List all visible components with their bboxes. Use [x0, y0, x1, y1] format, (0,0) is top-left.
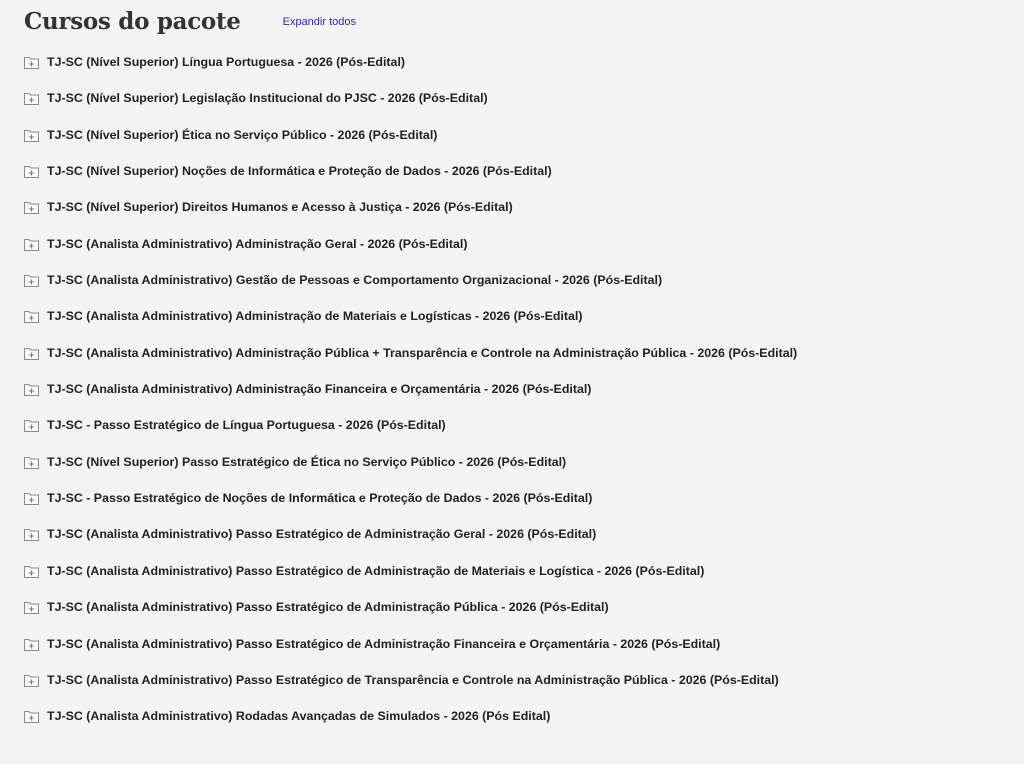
course-item[interactable]: [24, 53, 797, 89]
course-item[interactable]: [24, 416, 797, 452]
page-title: Cursos do pacote: [24, 8, 241, 35]
folder-plus-icon[interactable]: [24, 638, 39, 651]
course-item[interactable]: [24, 525, 797, 561]
course-item[interactable]: [24, 307, 797, 343]
course-item[interactable]: [24, 198, 797, 234]
folder-plus-icon[interactable]: [24, 347, 39, 360]
folder-plus-icon[interactable]: [24, 129, 39, 142]
course-item[interactable]: [24, 344, 797, 380]
folder-plus-icon[interactable]: [24, 238, 39, 251]
folder-plus-icon[interactable]: [24, 674, 39, 687]
expand-all-link[interactable]: Expandir todos: [282, 16, 356, 28]
course-title[interactable]: TJ-SC (Analista Administrativo) Passo Estratégico de Administração de Materiais e Logística - 2026 (Pós-Edital): [47, 563, 705, 578]
folder-plus-icon[interactable]: [24, 383, 39, 396]
folder-plus-icon[interactable]: [24, 710, 39, 723]
course-title[interactable]: TJ-SC (Analista Administrativo) Administração Pública + Transparência e Controle na Administração Pública - 2026 (Pós-Edital): [47, 345, 798, 360]
folder-plus-icon[interactable]: [24, 492, 39, 505]
course-item[interactable]: [24, 671, 797, 707]
course-item[interactable]: [24, 453, 797, 489]
folder-plus-icon[interactable]: [24, 165, 39, 178]
folder-plus-icon[interactable]: [24, 528, 39, 541]
course-title[interactable]: TJ-SC (Analista Administrativo) Passo Estratégico de Administração Geral - 2026 (Pós-Edital): [47, 527, 597, 542]
course-title[interactable]: TJ-SC (Analista Administrativo) Passo Estratégico de Transparência e Controle na Administração Pública - 2026 (Pós-Edital): [47, 672, 779, 687]
folder-plus-icon[interactable]: [24, 456, 39, 469]
course-title[interactable]: TJ-SC (Nível Superior) Língua Portuguesa - 2026 (Pós-Edital): [47, 55, 406, 69]
course-item[interactable]: [24, 271, 797, 307]
course-title[interactable]: TJ-SC - Passo Estratégico de Noções de Informática e Proteção de Dados - 2026 (Pós-Edital): [47, 491, 593, 506]
folder-plus-icon[interactable]: [24, 201, 39, 214]
course-list: [24, 53, 797, 744]
course-item[interactable]: [24, 489, 797, 525]
course-title[interactable]: TJ-SC (Nível Superior) Legislação Institucional do PJSC - 2026 (Pós-Edital): [47, 91, 488, 106]
folder-plus-icon[interactable]: [24, 274, 39, 287]
folder-plus-icon[interactable]: [24, 419, 39, 432]
course-title[interactable]: TJ-SC (Analista Administrativo) Administração Geral - 2026 (Pós-Edital): [47, 236, 468, 251]
course-item[interactable]: [24, 598, 797, 634]
course-title[interactable]: TJ-SC (Analista Administrativo) Passo Estratégico de Administração Pública - 2026 (Pós-Edital): [47, 600, 609, 615]
course-item[interactable]: [24, 635, 797, 671]
course-item[interactable]: [24, 235, 797, 271]
course-item[interactable]: [24, 126, 797, 162]
course-title[interactable]: TJ-SC (Analista Administrativo) Passo Estratégico de Administração Financeira e Orçamentária - 2026 (Pós-Edital): [47, 636, 721, 651]
course-item[interactable]: [24, 380, 797, 416]
folder-plus-icon[interactable]: [24, 92, 39, 105]
page-header: [24, 8, 356, 35]
folder-plus-icon[interactable]: [24, 310, 39, 323]
course-title[interactable]: TJ-SC (Analista Administrativo) Administração Financeira e Orçamentária - 2026 (Pós-Edital): [47, 382, 592, 397]
course-item[interactable]: [24, 707, 797, 743]
course-title[interactable]: TJ-SC (Nível Superior) Direitos Humanos e Acesso à Justiça - 2026 (Pós-Edital): [47, 200, 513, 215]
course-item[interactable]: [24, 89, 797, 125]
folder-plus-icon[interactable]: [24, 56, 39, 69]
course-title[interactable]: TJ-SC (Analista Administrativo) Gestão de Pessoas e Comportamento Organizacional - 2026 (Pós-Edital): [47, 273, 663, 288]
course-title[interactable]: TJ-SC (Nível Superior) Ética no Serviço Público - 2026 (Pós-Edital): [47, 127, 438, 142]
folder-plus-icon[interactable]: [24, 565, 39, 578]
course-title[interactable]: TJ-SC - Passo Estratégico de Língua Portuguesa - 2026 (Pós-Edital): [47, 418, 446, 433]
course-title[interactable]: TJ-SC (Analista Administrativo) Rodadas Avançadas de Simulados - 2026 (Pós Edital): [47, 709, 551, 724]
folder-plus-icon[interactable]: [24, 601, 39, 614]
course-title[interactable]: TJ-SC (Nível Superior) Noções de Informática e Proteção de Dados - 2026 (Pós-Edital): [47, 164, 552, 179]
course-item[interactable]: [24, 162, 797, 198]
course-item[interactable]: [24, 562, 797, 598]
course-title[interactable]: TJ-SC (Analista Administrativo) Administração de Materiais e Logísticas - 2026 (Pós-Edital): [47, 309, 583, 324]
course-title[interactable]: TJ-SC (Nível Superior) Passo Estratégico de Ética no Serviço Público - 2026 (Pós-Edital): [47, 454, 567, 469]
